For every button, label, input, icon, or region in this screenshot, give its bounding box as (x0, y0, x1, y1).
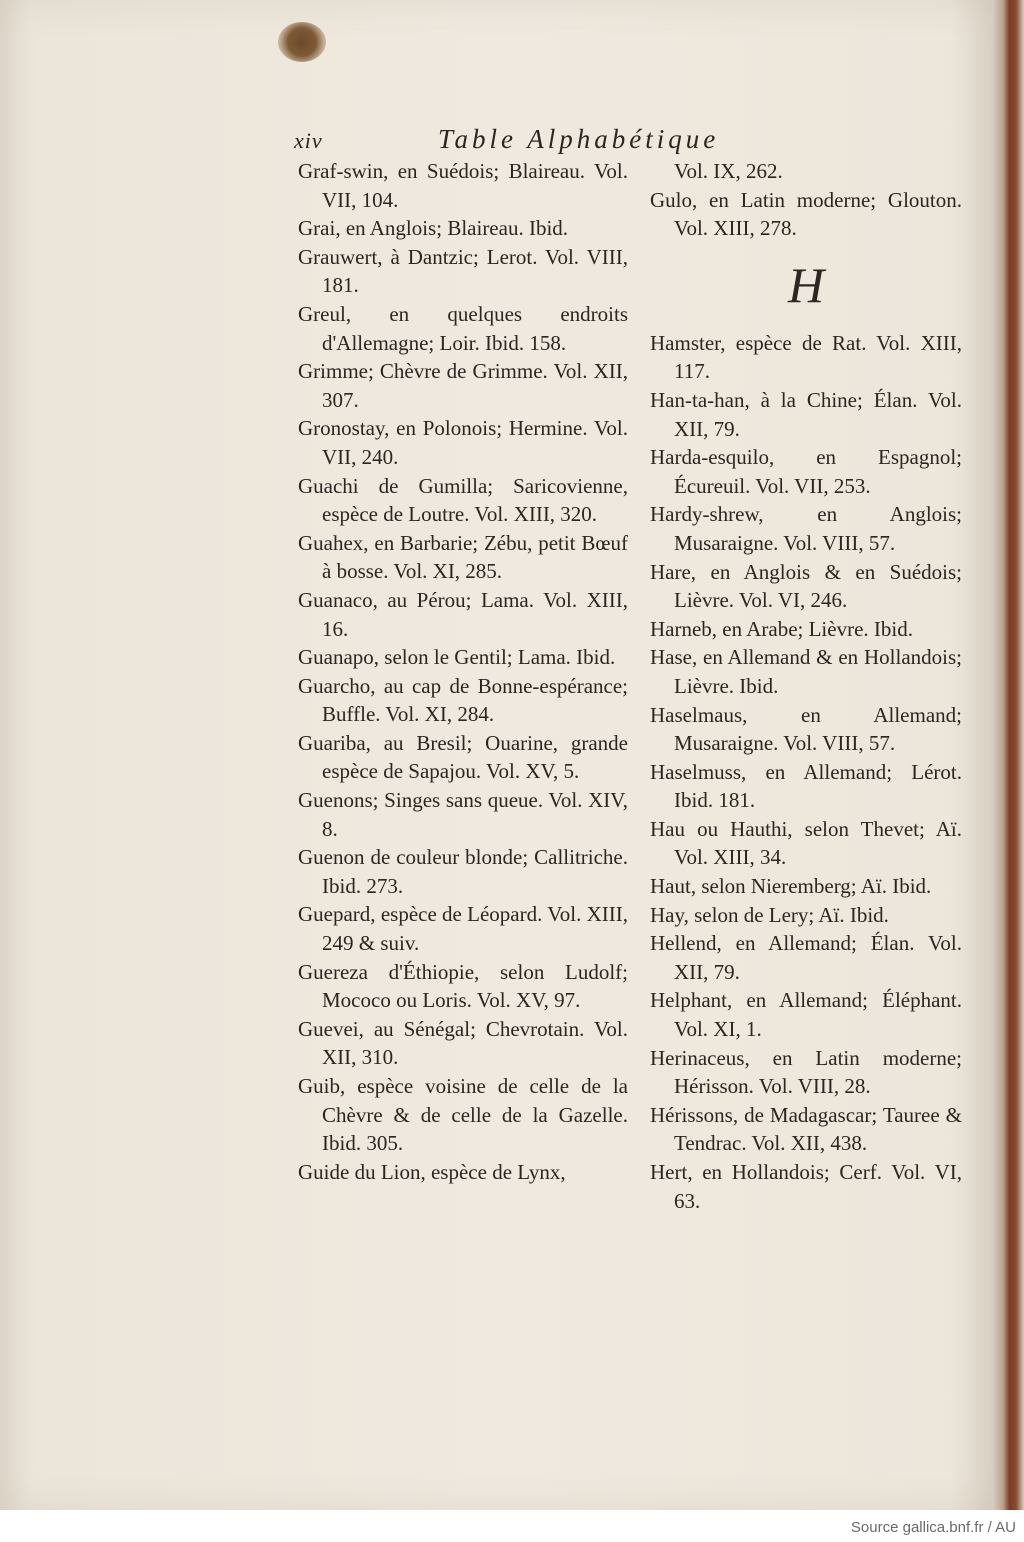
ink-stain (278, 22, 326, 62)
index-entry: Hase, en Allemand & en Hollandois; Lièvre. Ibid. (650, 645, 962, 698)
index-entry: Guepard, espèce de Léopard. Vol. XIII, 249 & suiv. (298, 902, 628, 956)
index-entry: Guevei, au Sénégal; Chevrotain. Vol. XII, 310. (298, 1016, 628, 1070)
index-entry: Hérissons, de Madagascar; Tauree & Tendrac. Vol. XII, 438. (650, 1102, 962, 1156)
index-entry: Gronostay, en Polonois; Hermine. Vol. VII, 240. (298, 416, 628, 469)
index-entry: Hamster, espèce de Rat. Vol. XIII, 117. (650, 330, 962, 384)
left-column (298, 157, 628, 1186)
index-entry: Guenon de couleur blonde; Callitriche. Ibid. 273. (298, 845, 628, 898)
index-entry: Haut, selon Nieremberg; Aï. Ibid. (650, 874, 932, 899)
source-credit: Source gallica.bnf.fr / AU (850, 1519, 1016, 1536)
index-entry: Grauwert, à Dantzic; Lerot. Vol. VIII, 181. (298, 244, 628, 298)
index-entry: Guariba, au Bresil; Ouarine, grande espèce de Sapajou. Vol. XV, 5. (298, 730, 628, 784)
page-number: xiv (294, 128, 323, 153)
index-entry: Grimme; Chèvre de Grimme. Vol. XII, 307. (298, 359, 628, 412)
section-letter: H (787, 257, 825, 314)
book-binding-edge (992, 0, 1024, 1510)
index-entry: Guanaco, au Pérou; Lama. Vol. XIII, 16. (298, 587, 628, 641)
index-entry: Herinaceus, en Latin moderne; Hérisson. Vol. VIII, 28. (650, 1045, 962, 1099)
index-entry: Helphant, en Allemand; Éléphant. Vol. XI, 1. (650, 988, 962, 1042)
index-entry: Greul, en quelques endroits d'Allemagne; Loir. Ibid. 158. (298, 301, 628, 355)
index-entry: Guide du Lion, espèce de Lynx, (298, 1159, 566, 1184)
index-entry: Guereza d'Éthiopie, selon Ludolf; Mococo ou Loris. Vol. XV, 97. (298, 959, 628, 1013)
running-title: Table Alphabétique (438, 124, 720, 154)
index-entry: Guib, espèce voisine de celle de la Chèvre & de celle de la Gazelle. Ibid. 305. (298, 1074, 628, 1156)
index-entry: Guachi de Gumilla; Saricovienne, espèce de Loutre. Vol. XIII, 320. (298, 473, 628, 527)
index-entry: Hay, selon de Lery; Aï. Ibid. (650, 902, 889, 927)
index-entry: Hardy-shrew, en Anglois; Musaraigne. Vol. VIII, 57. (650, 502, 962, 555)
index-entry: Grai, en Anglois; Blaireau. Ibid. (298, 216, 569, 241)
index-entry: Gulo, en Latin moderne; Glouton. Vol. XIII, 278. (650, 187, 962, 241)
index-entry: Haselmaus, en Allemand; Musaraigne. Vol. VIII, 57. (650, 702, 962, 756)
index-entry: Guarcho, au cap de Bonne-espérance; Buffle. Vol. XI, 284. (298, 673, 628, 727)
index-entry: Haselmuss, en Allemand; Lérot. Ibid. 181. (650, 759, 962, 813)
index-entry: Guahex, en Barbarie; Zébu, petit Bœuf à bosse. Vol. XI, 285. (298, 530, 628, 584)
right-column (650, 157, 962, 1215)
index-entry: Hau ou Hauthi, selon Thevet; Aï. Vol. XIII, 34. (650, 816, 962, 870)
index-entry: Guenons; Singes sans queue. Vol. XIV, 8. (298, 788, 628, 841)
index-entry: Graf-swin, en Suédois; Blaireau. Vol. VII, 104. (298, 159, 628, 212)
index-entry: Harda-esquilo, en Espagnol; Écureuil. Vol. VII, 253. (650, 445, 962, 498)
index-entry: Harneb, en Arabe; Lièvre. Ibid. (650, 616, 913, 641)
index-entry: Hare, en Anglois & en Suédois; Lièvre. Vol. VI, 246. (650, 559, 962, 613)
index-entry: Guanapo, selon le Gentil; Lama. Ibid. (298, 645, 616, 670)
index-entry-continued: Vol. IX, 262. (674, 159, 783, 183)
index-entry: Hellend, en Allemand; Élan. Vol. XII, 79. (650, 931, 962, 984)
index-entry: Hert, en Hollandois; Cerf. Vol. VI, 63. (650, 1160, 962, 1213)
index-entry: Han-ta-han, à la Chine; Élan. Vol. XII, 79. (650, 387, 962, 441)
